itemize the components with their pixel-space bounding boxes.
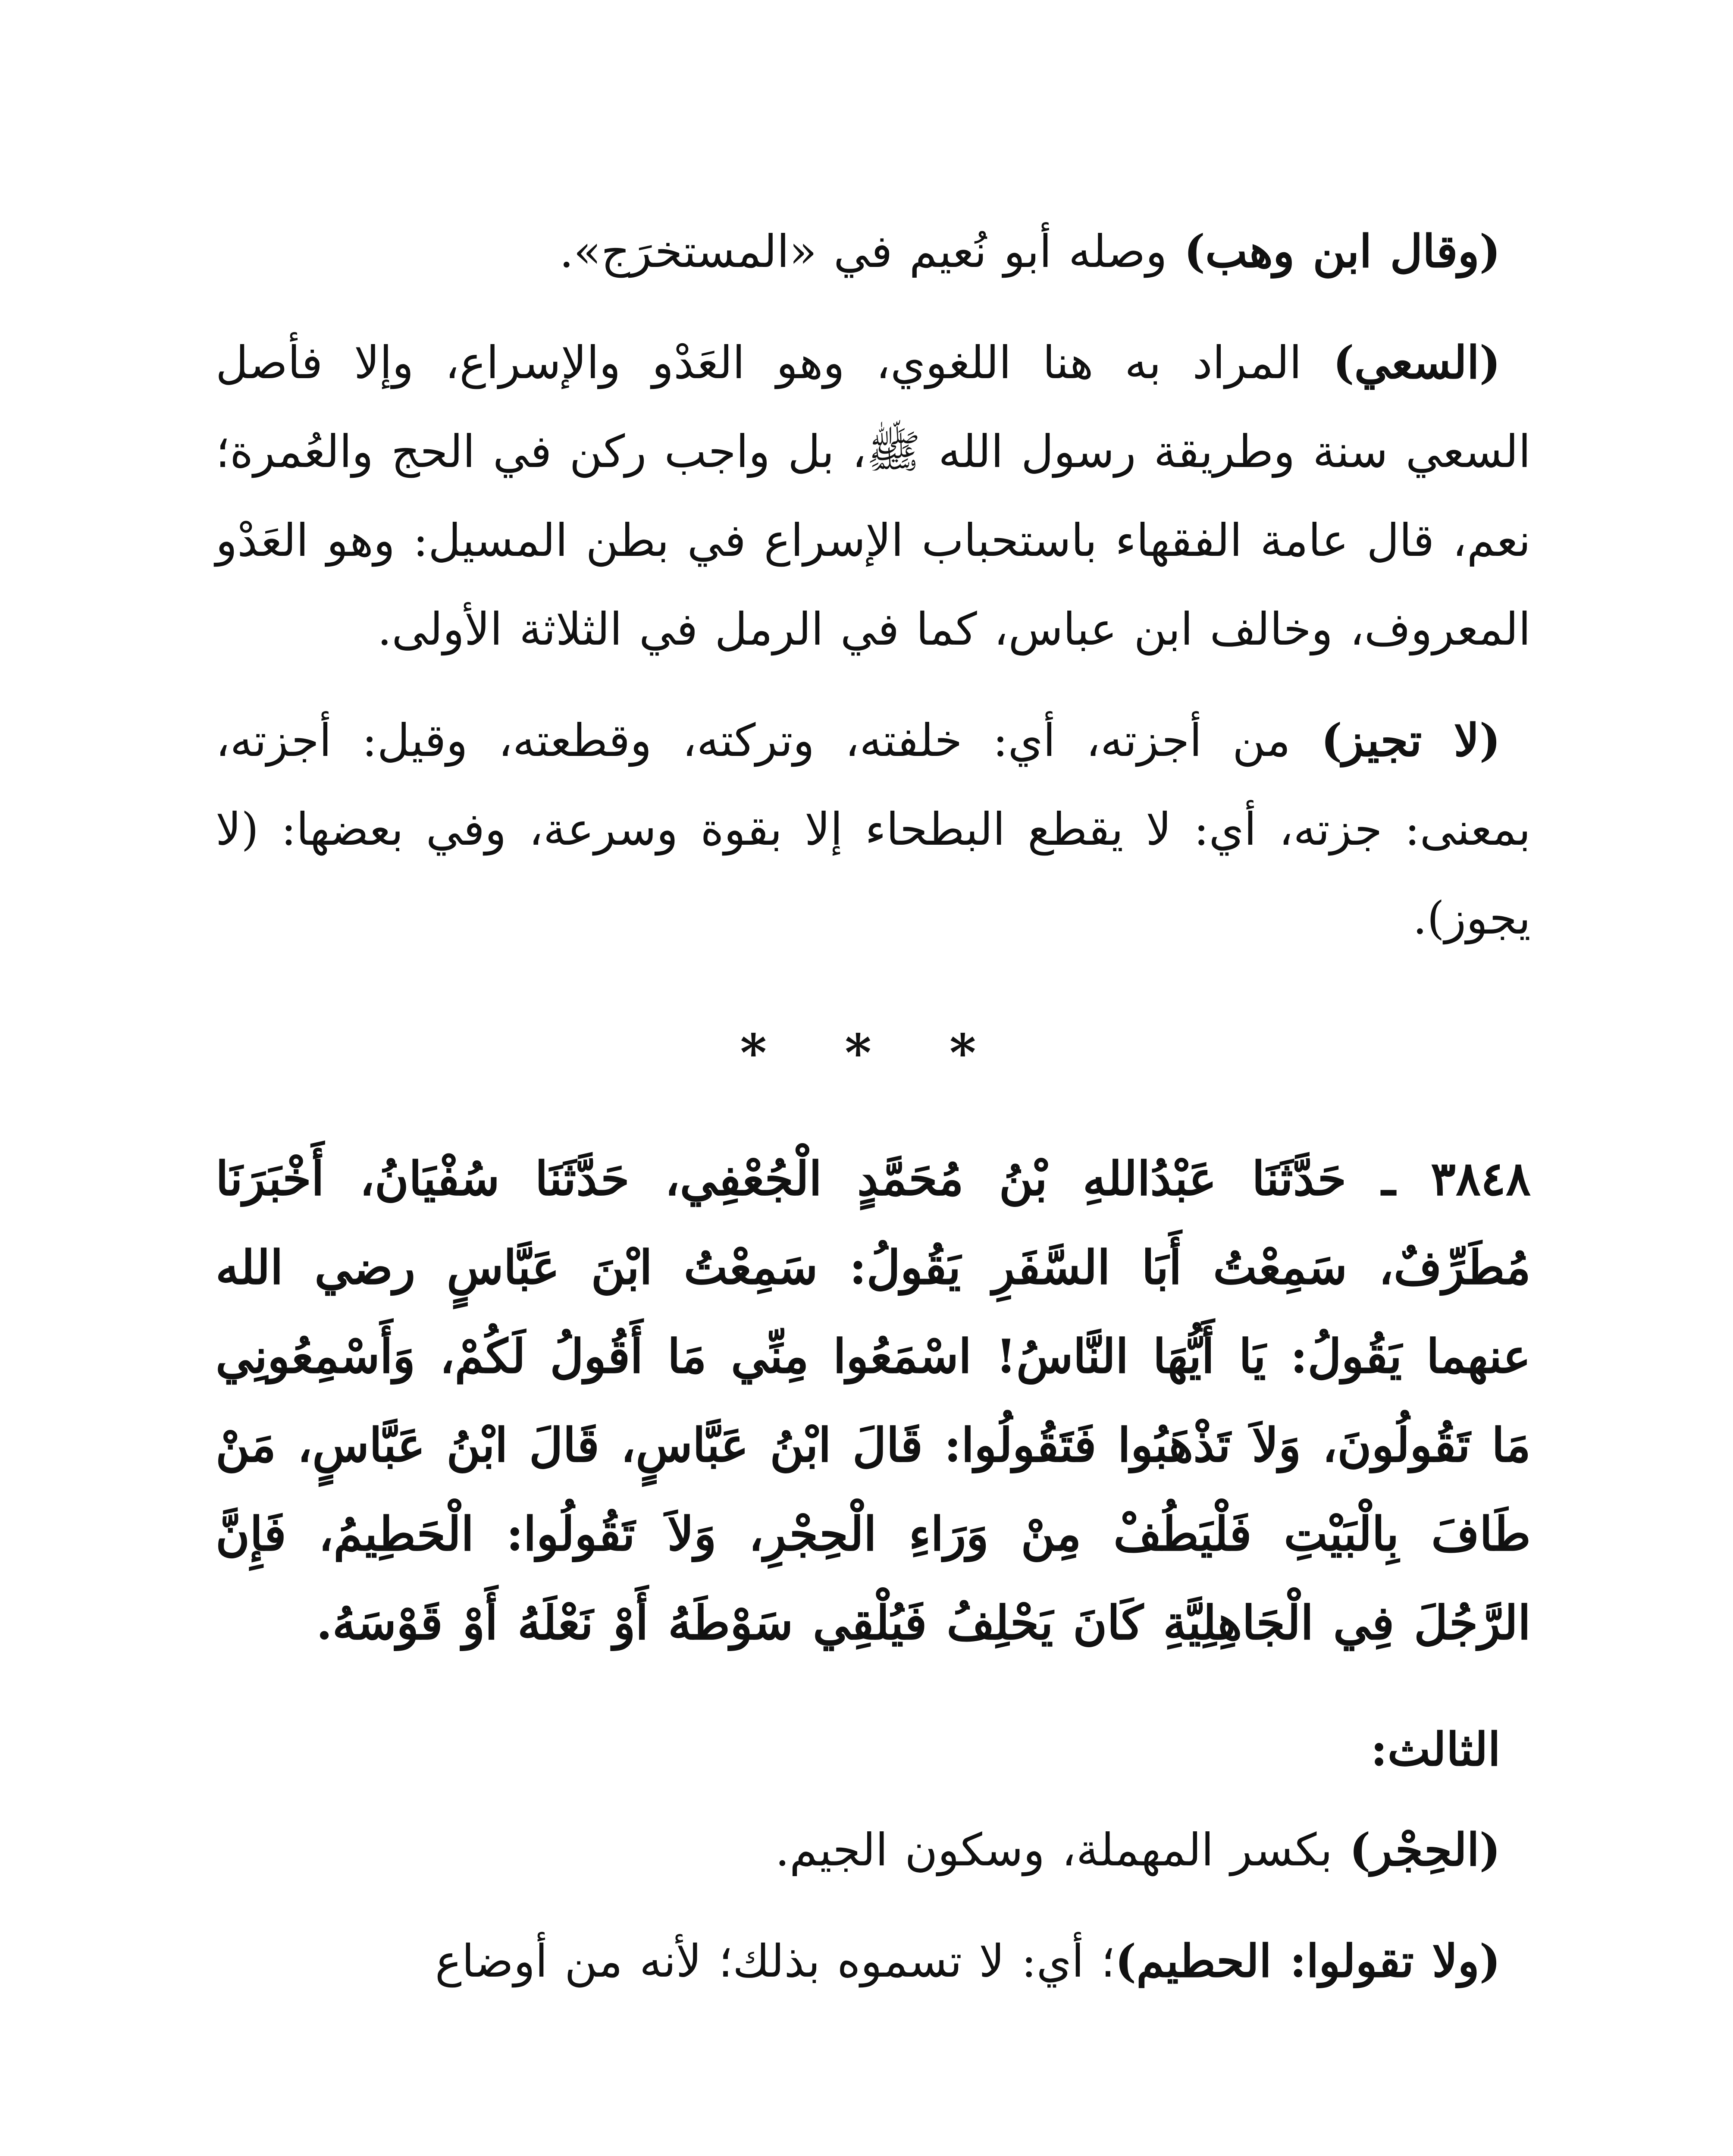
commentary-label: (ولا تقولوا: الحطيم) [1115,1934,1501,1987]
commentary-label: (الحِجْر) [1349,1823,1501,1876]
page-body [216,207,1531,2156]
paragraph-label: (وقال ابن وهب) [1184,225,1501,278]
paragraph-text: المراد به هنا اللغوي، وهو العَدْو والإسراع، وإلا فأصل السعي سنة وطريقة رسول الله ﷺ، بل واجب ركن في الحج والعُمرة؛ نعم، قال عامة الفقهاء باستحباب الإسراع في بطن المسيل: وهو العَدْو المعروف، وخالف ابن عباس، كما في الرمل في الثلاثة الأولى. [216,336,1531,655]
paragraph-label: (لا تجيز) [1321,714,1501,767]
paragraph-text: وصله أبو نُعيم في «المستخرَج». [559,225,1184,278]
commentary-al-hatim [216,1917,1531,2006]
commentary-text: ؛ أي: لا تسموه بذلك؛ لأنه من أوضاع [435,1935,1116,1987]
paragraph-text: من أجزته، أي: خلفته، وتركته، وقطعته، وقيل: أجزته، بمعنى: جزته، أي: لا يقطع البطحاء إلا بقوة وسرعة، وفي بعضها: (لا يجوز). [216,714,1531,944]
hadith-text: ٣٨٤٨ ـ حَدَّثَنَا عَبْدُاللهِ بْنُ مُحَمَّدٍ الْجُعْفِي، حَدَّثَنَا سُفْيَانُ، أَخْبَرَنَا مُطَرِّفٌ، سَمِعْتُ أَبَا السَّفَرِ يَقُولُ: سَمِعْتُ ابْنَ عَبَّاسٍ رضي الله عنهما يَقُولُ: يَا أَيُّهَا النَّاسُ! اسْمَعُوا مِنِّي مَا أَقُولُ لَكُمْ، وَأَسْمِعُونِي مَا تَقُولُونَ، وَلاَ تَذْهَبُوا فَتَقُولُوا: قَالَ ابْنُ عَبَّاسٍ، قَالَ ابْنُ عَبَّاسٍ، مَنْ طَافَ بِالْبَيْتِ فَلْيَطُفْ مِنْ وَرَاءِ الْحِجْرِ، وَلاَ تَقُولُوا: الْحَطِيمُ، فَإِنَّ الرَّجُلَ فِي الْجَاهِلِيَّةِ كَانَ يَحْلِفُ فَيُلْقِي سَوْطَهُ أَوْ نَعْلَهُ أَوْ قَوْسَهُ. [216,1152,1531,1650]
commentary-al-hijr [216,1805,1531,1894]
commentary-text: بكسر المهملة، وسكون الجيم. [775,1824,1350,1876]
paragraph-label: (السعي) [1333,336,1501,389]
section-separator: * * * [740,1023,1006,1083]
paragraph-al-sai [216,318,1531,674]
section-heading: الثالث: [1370,1722,1501,1776]
paragraph-la-tujiz [216,696,1531,962]
paragraph-ibn-wahb [216,207,1531,296]
